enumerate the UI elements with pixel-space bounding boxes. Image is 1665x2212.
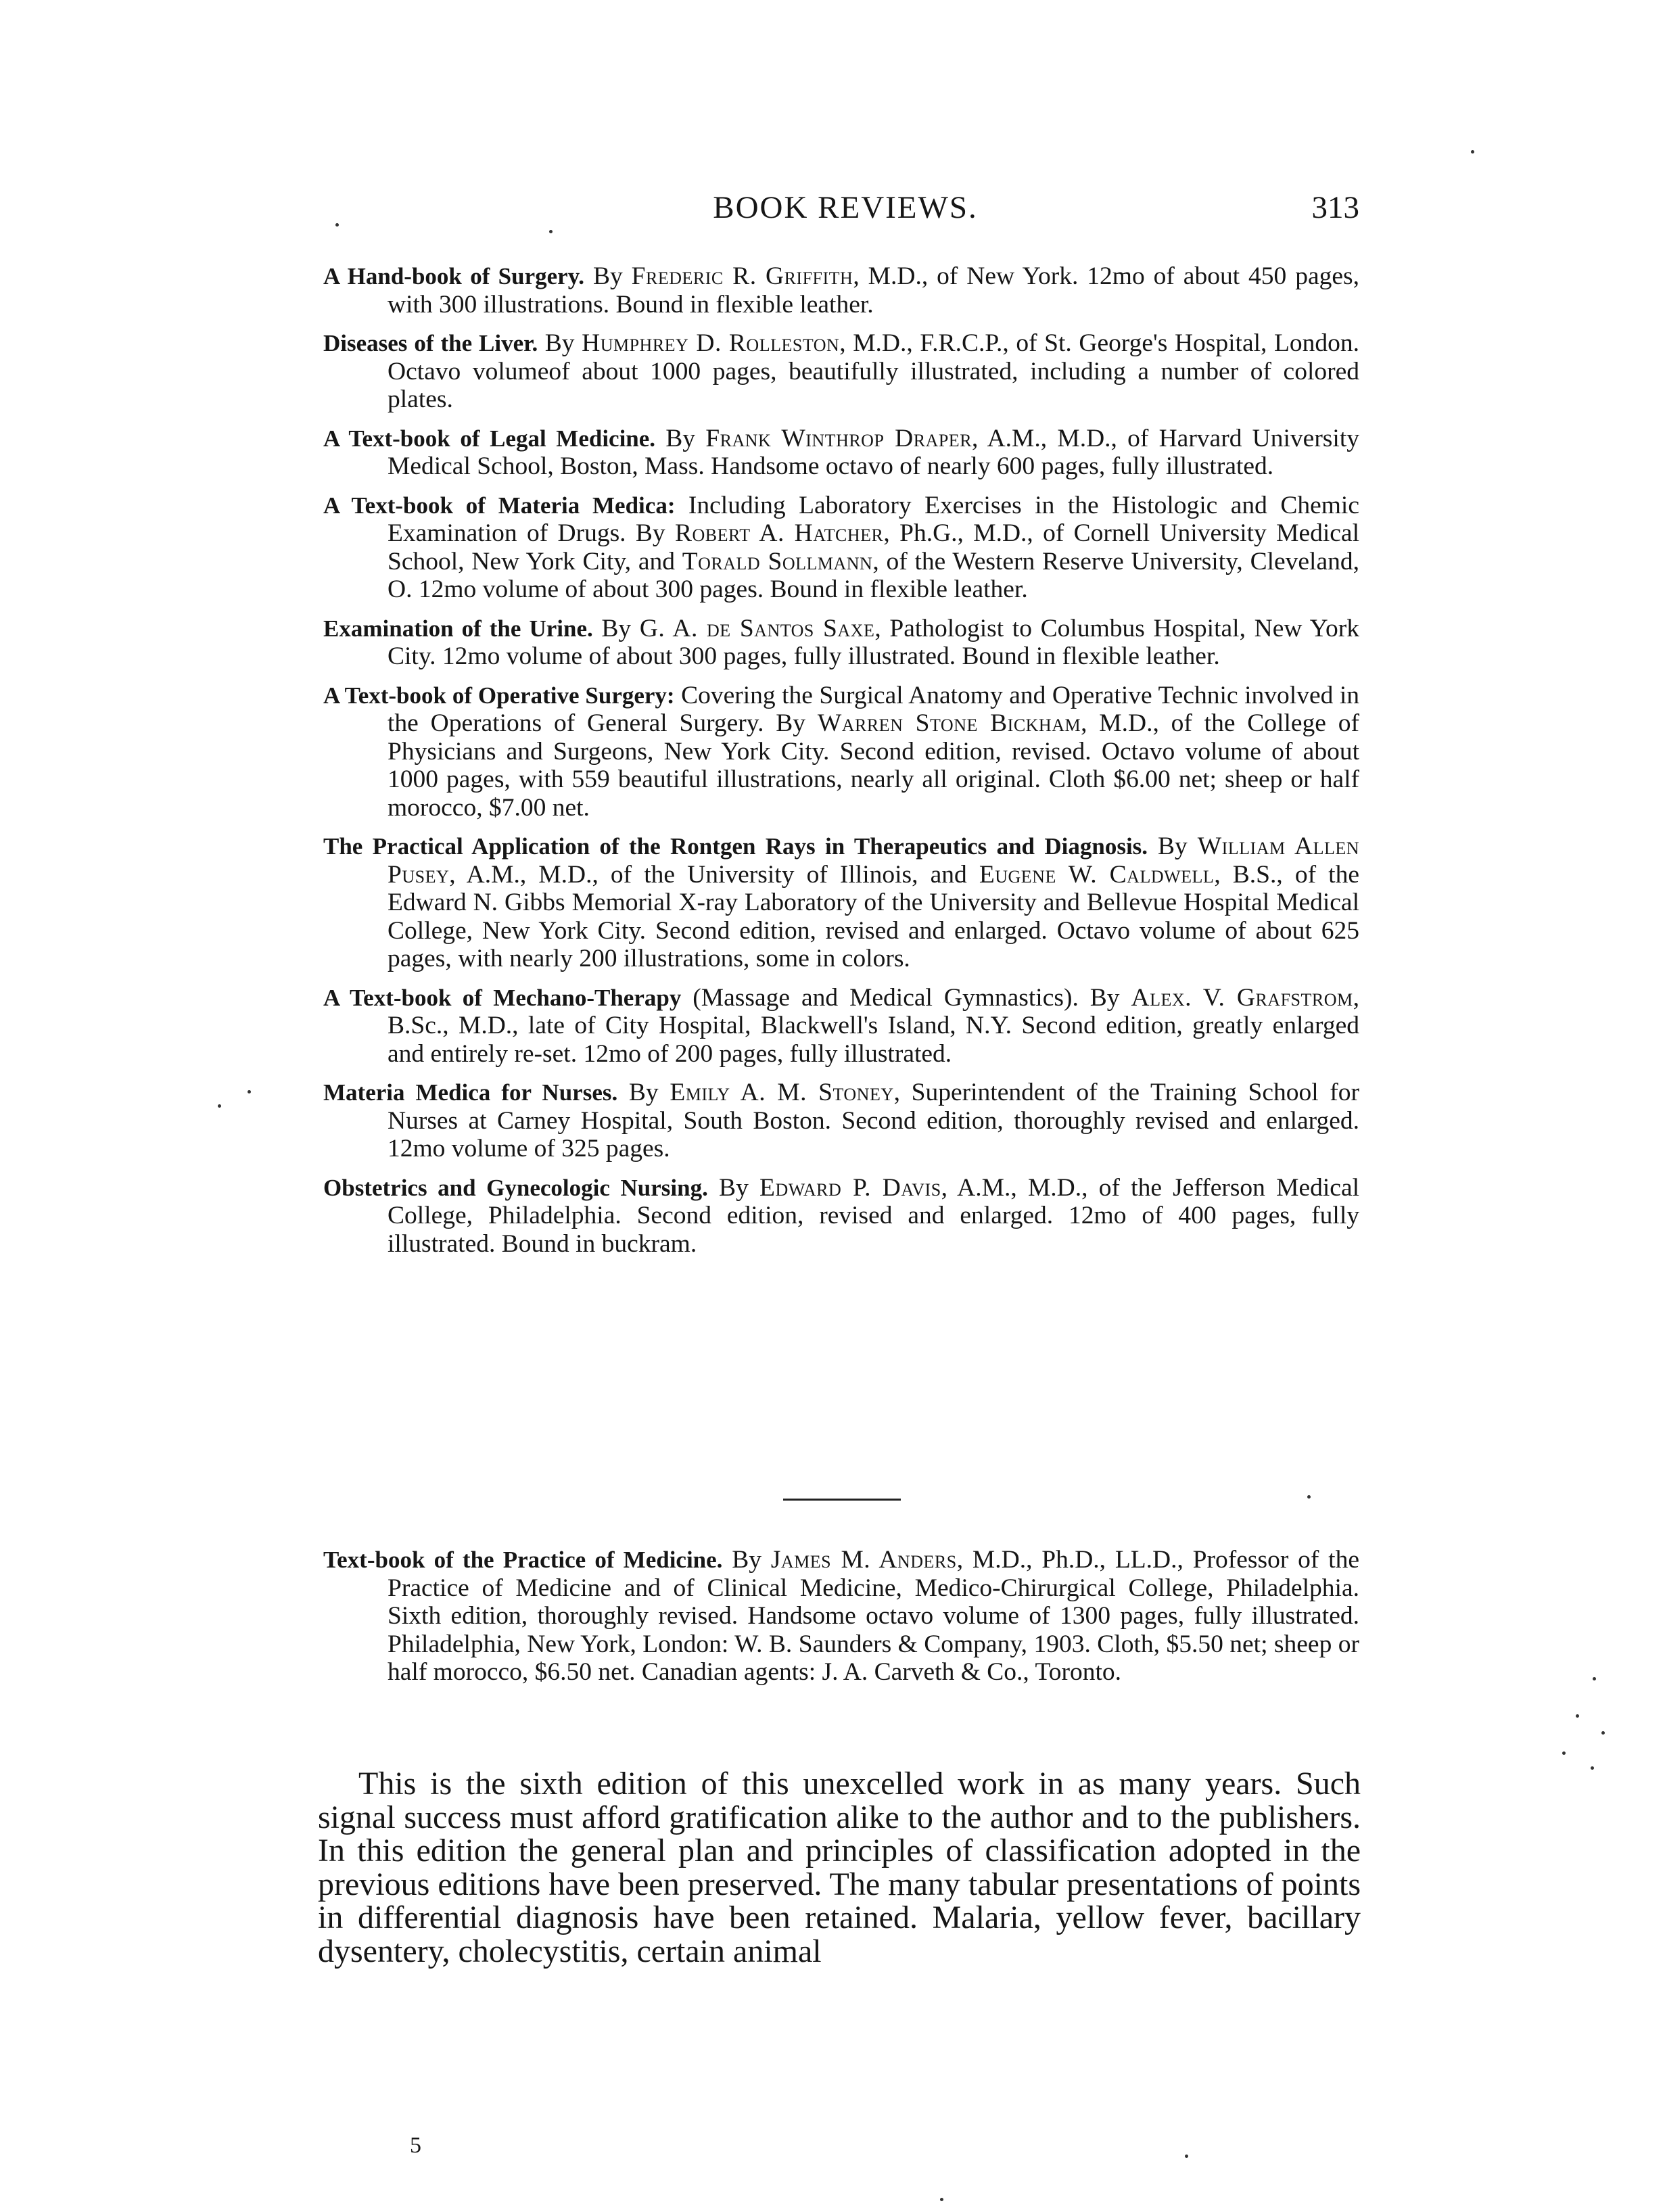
book-title: A Text-book of Mechano-Therapy — [323, 984, 682, 1011]
book-author: Edward P. Davis — [759, 1173, 941, 1202]
book-listing: Diseases of the Liver. By Humphrey D. Rolleston, M.D., F.R.C.P., of St. George's Hospital, London. Octavo volumeof about 1000 pages, beautifully illustrated, including a number of colored plates. — [323, 329, 1359, 413]
print-speck — [1307, 1495, 1311, 1499]
print-speck — [1576, 1714, 1579, 1718]
book-title: A Text-book of Legal Medicine. — [323, 425, 656, 452]
review-author: James M. Anders — [770, 1546, 957, 1574]
print-speck — [1185, 2155, 1188, 2158]
review-citation: Text-book of the Practice of Medicine. By James M. Anders, M.D., Ph.D., LL.D., Professor of the Practice of Medicine and of Clinical Medicine, Medico-Chirurgical College, Philadelphia. Sixth edition, thoroughly revised. Handsome octavo volume of 1300 pages, fully illustrated. Philadelphia, New York, London: W. B. Saunders & Company, 1903. Cloth, $5.50 net; sheep or half morocco, $6.50 net. Canadian agents: J. A. Carveth & Co., Toronto. — [323, 1546, 1359, 1686]
running-head: BOOK REVIEWS. — [713, 190, 978, 225]
book-author: Eugene W. Caldwell — [979, 860, 1215, 889]
page-header — [331, 189, 1359, 237]
book-author: Alex. V. Grafstrom — [1131, 983, 1353, 1012]
book-author: Frederic R. Griffith — [631, 262, 853, 290]
review-body: This is the sixth edition of this unexcelled work in as many years. Such signal success must afford gratification alike to the author and to the publishers. In this edition the general plan and principles of classification adopted in the previous editions have been preserved. The many tabular presentations of points in differential diagnosis have been retained. Malaria, yellow fever, bacillary dysentery, cholecystitis, certain animal — [318, 1766, 1361, 1969]
book-title: Materia Medica for Nurses. — [323, 1079, 618, 1106]
section-divider — [783, 1499, 901, 1501]
book-title: A Text-book of Materia Medica: — [323, 492, 676, 519]
print-speck — [1471, 150, 1474, 154]
print-speck — [1593, 1677, 1596, 1680]
print-speck — [1562, 1751, 1566, 1755]
book-listing: A Text-book of Operative Surgery: Covering the Surgical Anatomy and Operative Technic involved in the Operations of General Surgery. By Warren Stone Bickham, M.D., of the College of Physicians and Surgeons, New York City. Second edition, revised. Octavo volume of about 1000 pages, with 559 beautiful illustrations, nearly all original. Cloth $6.00 net; sheep or half morocco, $7.00 net. — [323, 681, 1359, 822]
print-speck — [549, 230, 553, 233]
book-listing: A Text-book of Mechano-Therapy (Massage and Medical Gymnastics). By Alex. V. Grafstrom, B.Sc., M.D., late of City Hospital, Blackwell's Island, N.Y. Second edition, greatly enlarged and entirely re-set. 12mo of 200 pages, fully illustrated. — [323, 983, 1359, 1068]
book-title: The Practical Application of the Rontgen Rays in Therapeutics and Diagnosis. — [323, 833, 1148, 860]
book-listing: Obstetrics and Gynecologic Nursing. By Edward P. Davis, A.M., M.D., of the Jefferson Medical College, Philadelphia. Second edition, revised and enlarged. 12mo of 400 pages, fully illustrated. Bound in buckram. — [323, 1173, 1360, 1258]
book-listings — [323, 262, 1359, 1269]
book-title: Examination of the Urine. — [323, 615, 593, 642]
book-listing: A Hand-book of Surgery. By Frederic R. Griffith, M.D., of New York. 12mo of about 450 pages, with 300 illustrations. Bound in flexible leather. — [323, 262, 1359, 319]
book-listing: The Practical Application of the Rontgen Rays in Therapeutics and Diagnosis. By William Allen Pusey, A.M., M.D., of the University of Illinois, and Eugene W. Caldwell, B.S., of the Edward N. Gibbs Memorial X-ray Laboratory of the University and Bellevue Hospital Medical College, New York City. Second edition, revised and enlarged. Octavo volume of about 625 pages, with nearly 200 illustrations, some in colors. — [323, 832, 1359, 972]
book-author: Warren Stone Bickham — [817, 709, 1081, 737]
book-author: William Allen Pusey — [388, 832, 1359, 889]
book-author: Humphrey D. Rolleston — [582, 329, 840, 357]
print-speck — [940, 2198, 943, 2201]
print-speck — [1591, 1766, 1594, 1770]
book-listing: Materia Medica for Nurses. By Emily A. M. Stoney, Superintendent of the Training School for Nurses at Carney Hospital, South Boston. Second edition, thoroughly revised and enlarged. 12mo volume of 325 pages. — [323, 1079, 1360, 1162]
book-author: Emily A. M. Stoney — [670, 1079, 894, 1106]
book-author: Frank Winthrop Draper — [705, 424, 972, 452]
review-heading — [323, 1546, 1359, 1687]
book-author: Robert A. Hatcher — [674, 519, 884, 547]
book-title: A Hand-book of Surgery. — [323, 263, 585, 289]
page-number: 313 — [1311, 190, 1359, 225]
book-author: G. A. de Santos Saxe — [639, 614, 875, 642]
book-title: A Text-book of Operative Surgery: — [323, 682, 675, 709]
print-speck — [218, 1104, 221, 1108]
book-author: Torald Sollmann — [682, 547, 873, 575]
print-speck — [1601, 1731, 1605, 1735]
print-speck — [248, 1090, 251, 1093]
print-speck — [335, 223, 339, 227]
book-listing: Examination of the Urine. By G. A. de Santos Saxe, Pathologist to Columbus Hospital, New York City. 12mo volume of about 300 pages, fully illustrated. Bound in flexible leather. — [323, 614, 1359, 670]
review-title: Text-book of the Practice of Medicine. — [323, 1547, 723, 1573]
book-listing: A Text-book of Materia Medica: Including Laboratory Exercises in the Histologic and Chemic Examination of Drugs. By Robert A. Hatcher, Ph.G., M.D., of Cornell University Medical School, New York City, and Torald Sollmann, of the Western Reserve University, Cleveland, O. 12mo volume of about 300 pages. Bound in flexible leather. — [323, 491, 1359, 603]
book-listing: A Text-book of Legal Medicine. By Frank Winthrop Draper, A.M., M.D., of Harvard University Medical School, Boston, Mass. Handsome octavo of nearly 600 pages, fully illustrated. — [323, 424, 1359, 480]
signature-mark: 5 — [410, 2133, 421, 2158]
book-title: Obstetrics and Gynecologic Nursing. — [323, 1174, 708, 1201]
book-title: Diseases of the Liver. — [323, 330, 538, 356]
